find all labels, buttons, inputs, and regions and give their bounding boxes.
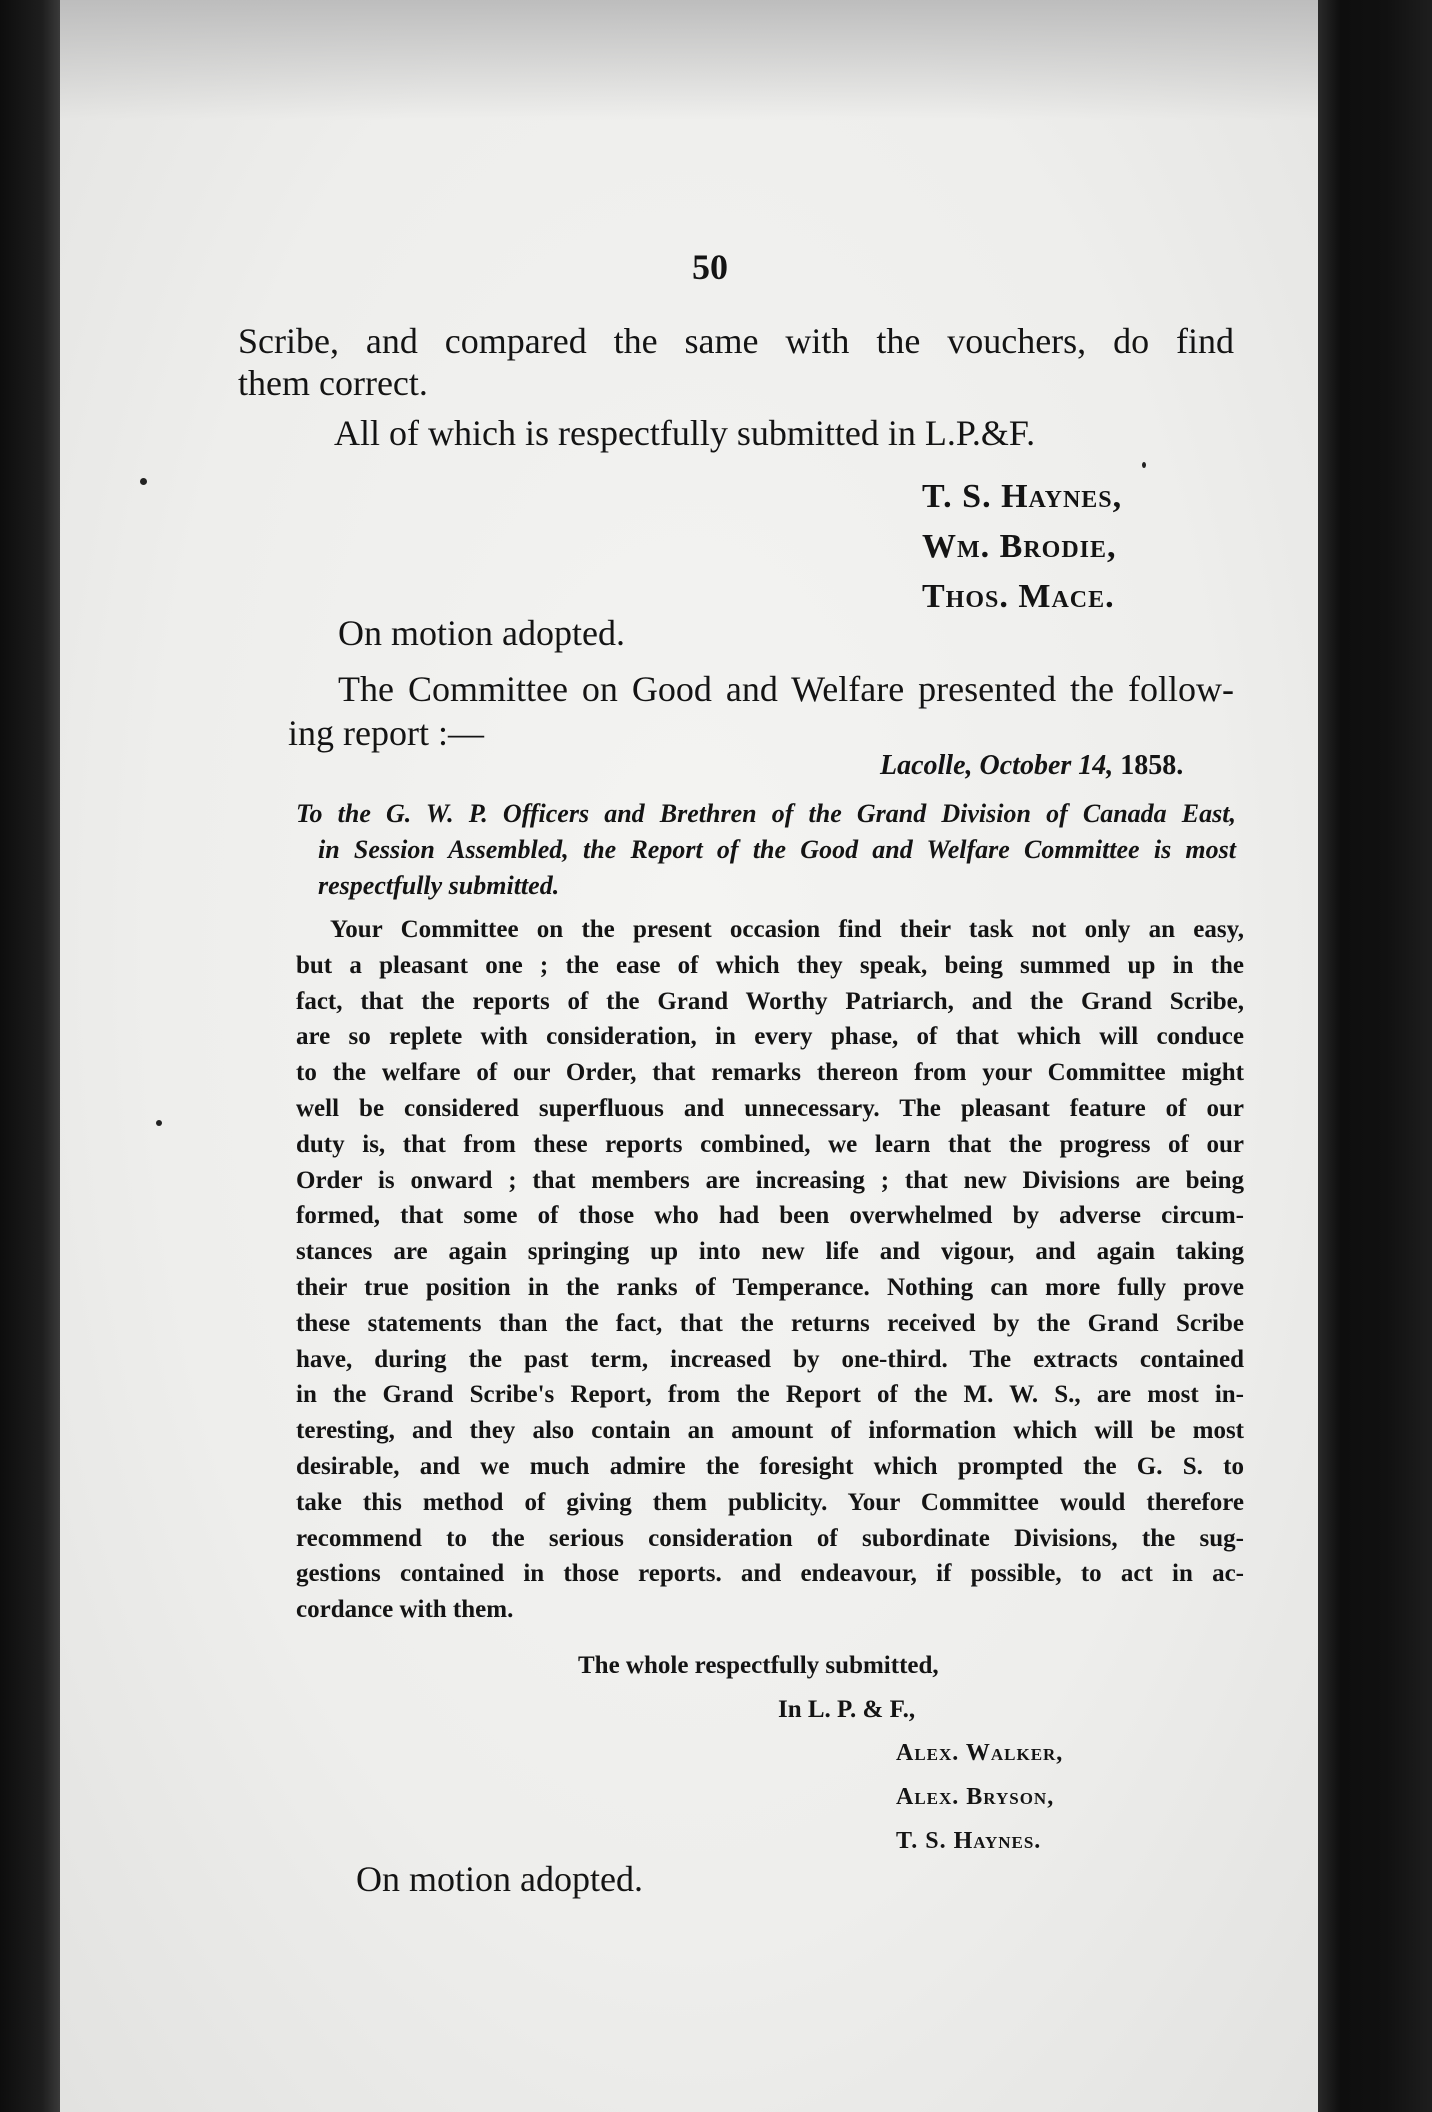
address-line-3: respectfully submitted. xyxy=(318,871,560,900)
committee-intro-line-2: ing report :— xyxy=(288,713,484,753)
submitted-line: All of which is respectfully submitted in L.P.&F. xyxy=(334,413,1036,453)
report-line: in the Grand Scribe's Report, from the Report of the M. W. S., are most in- xyxy=(296,1381,1244,1409)
report-line: fact, that the reports of the Grand Worthy Patriarch, and the Grand Scribe, xyxy=(296,987,1244,1015)
signatory-walker: Alex. Walker, xyxy=(896,1740,1064,1766)
report-line: but a pleasant one ; the ease of which they speak, being summed up in the xyxy=(296,951,1244,979)
signatory-haynes: T. S. Haynes, xyxy=(922,478,1123,515)
opening-line-1: Scribe, and compared the same with the vouchers, do find xyxy=(238,321,1234,361)
report-line: are so replete with consideration, in every phase, of that which will conduce xyxy=(296,1023,1244,1051)
opening-line-2: them correct. xyxy=(238,363,428,403)
report-line: their true position in the ranks of Temperance. Nothing can more fully prove xyxy=(296,1273,1244,1301)
committee-intro-line-1: The Committee on Good and Welfare presented the follow- xyxy=(338,669,1234,709)
signatory-brodie: Wm. Brodie, xyxy=(922,528,1117,565)
scan-border-right xyxy=(1318,0,1432,2112)
report-line: duty is, that from these reports combined, we learn that the progress of our xyxy=(296,1130,1244,1158)
report-line: formed, that some of those who had been overwhelmed by adverse circum- xyxy=(296,1202,1244,1230)
report-line: to the welfare of our Order, that remarks thereon from your Committee might xyxy=(296,1059,1244,1087)
report-line: gestions contained in those reports. and endeavour, if possible, to act in ac- xyxy=(296,1560,1244,1588)
report-line: these statements than the fact, that the returns received by the Grand Scribe xyxy=(296,1309,1244,1337)
signatory-haynes-2: T. S. Haynes. xyxy=(896,1828,1042,1854)
closing-line: The whole respectfully submitted, xyxy=(578,1652,939,1679)
report-line: take this method of giving them publicity. Your Committee would therefore xyxy=(296,1488,1244,1516)
signatory-bryson: Alex. Bryson, xyxy=(896,1784,1055,1810)
place-date xyxy=(880,750,1183,782)
place-text: Lacolle, October 14, xyxy=(880,750,1114,781)
address-line-1: To the G. W. P. Officers and Brethren of the Grand Division of Canada East, xyxy=(296,799,1236,828)
signatory-mace: Thos. Mace. xyxy=(922,578,1115,615)
scan-border-left xyxy=(0,0,60,2112)
motion-adopted-2: On motion adopted. xyxy=(356,1859,643,1899)
report-line: have, during the past term, increased by one-third. The extracts contained xyxy=(296,1345,1244,1373)
document-page xyxy=(60,0,1318,2112)
report-line: cordance with them. xyxy=(296,1596,514,1624)
report-line: Your Committee on the present occasion find their task not only an easy, xyxy=(330,916,1244,943)
page-number: 50 xyxy=(692,247,728,287)
scan-speck xyxy=(140,478,147,485)
report-line: teresting, and they also contain an amount of information which will be most xyxy=(296,1417,1244,1445)
report-line: desirable, and we much admire the foresight which prompted the G. S. to xyxy=(296,1452,1244,1480)
motion-adopted-1: On motion adopted. xyxy=(338,613,625,653)
report-line: recommend to the serious consideration of subordinate Divisions, the sug- xyxy=(296,1524,1244,1552)
address-line-2: in Session Assembled, the Report of the Good and Welfare Committee is most xyxy=(318,835,1236,864)
closing-lpf: In L. P. & F., xyxy=(778,1696,916,1723)
scan-speck xyxy=(156,1120,162,1126)
report-line: well be considered superfluous and unnecessary. The pleasant feature of our xyxy=(296,1094,1244,1122)
report-body xyxy=(296,912,1244,1628)
year-text: 1858. xyxy=(1120,750,1184,781)
scan-speck xyxy=(1142,462,1146,468)
report-line: Order is onward ; that members are increasing ; that new Divisions are being xyxy=(296,1166,1244,1194)
report-line: stances are again springing up into new life and vigour, and again taking xyxy=(296,1238,1244,1266)
